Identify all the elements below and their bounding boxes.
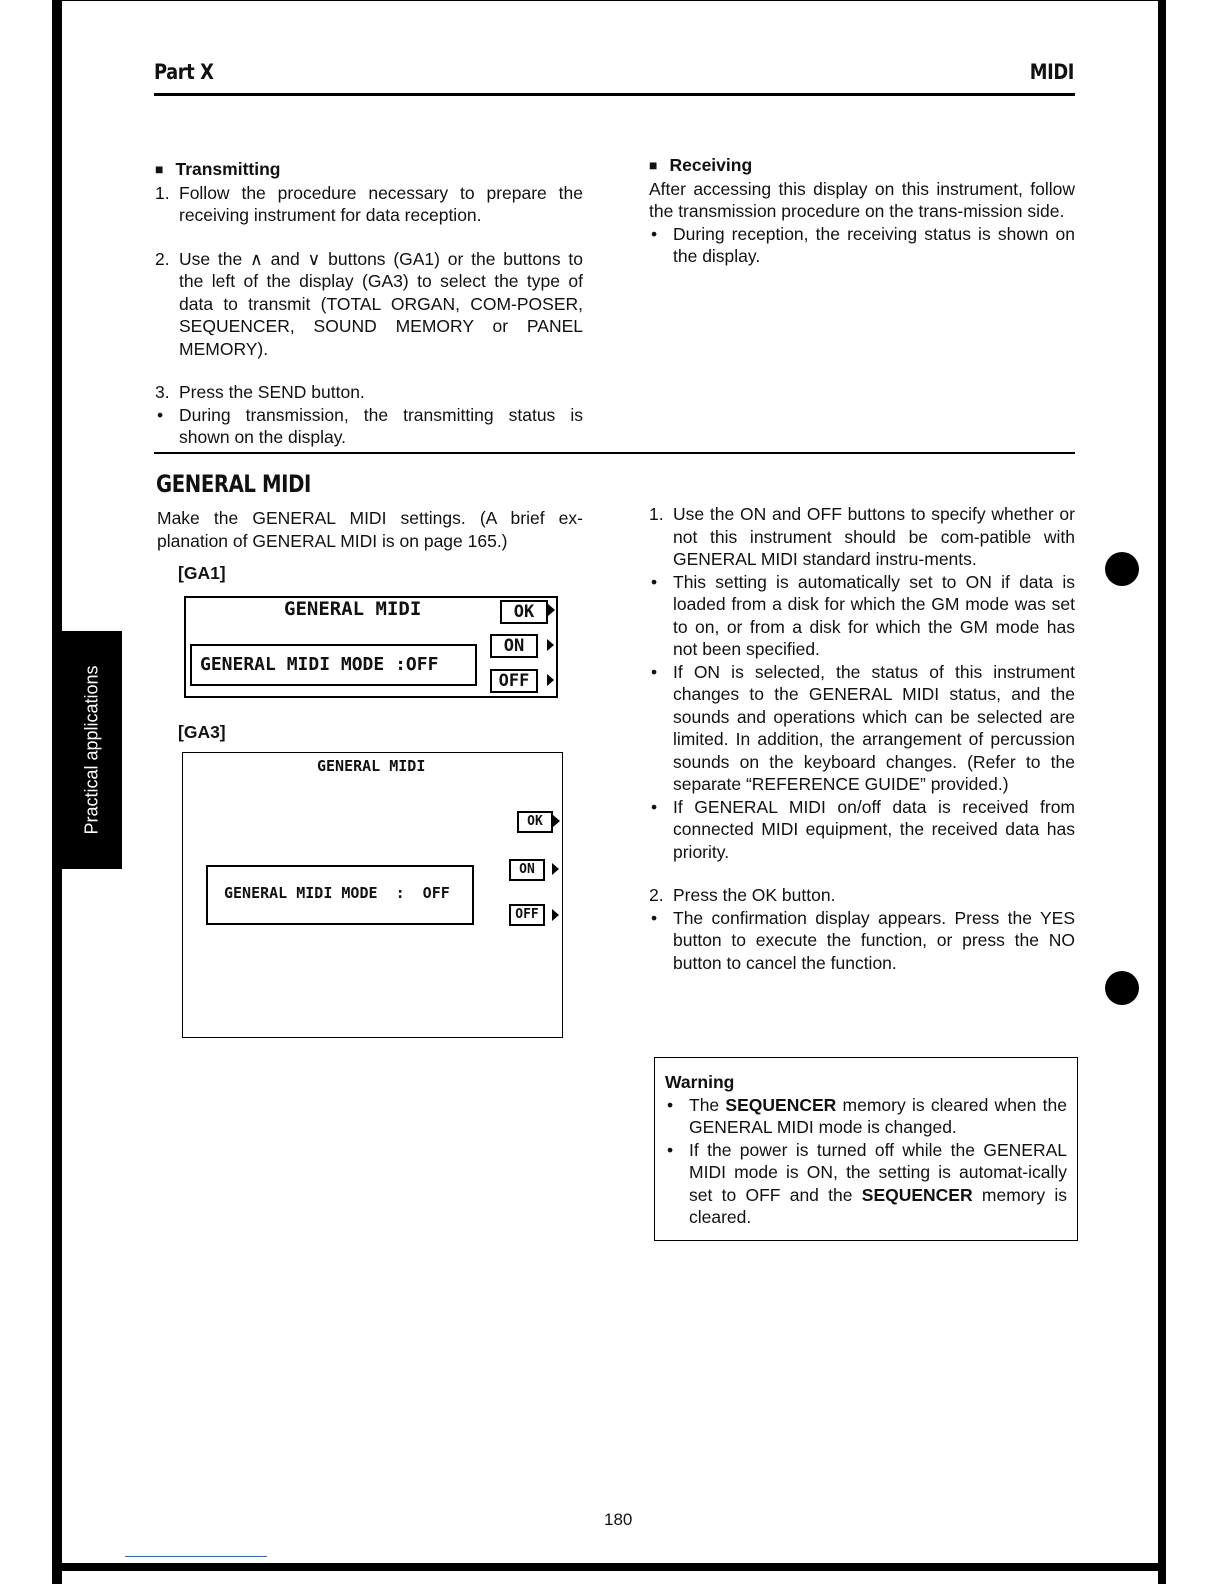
page-frame-top <box>52 0 1166 1</box>
gm-bullet-1: • This setting is automatically set to ON if data is loaded from a disk for which the GM mode was set to on, or from a disk for which the GM mode has not been specified. <box>649 571 1075 661</box>
warning-content <box>665 1071 1067 1229</box>
ga1-mode-box <box>190 644 477 686</box>
ga1-on-button[interactable]: ON <box>490 634 538 658</box>
ga1-on-arrow-icon <box>547 639 554 651</box>
header-chapter: MIDI <box>1029 60 1074 84</box>
transmitting-section <box>155 158 583 449</box>
ga1-off-button[interactable]: OFF <box>490 669 538 693</box>
ga3-display <box>182 752 563 1038</box>
warning-bullet-1: • The SEQUENCER memory is cleared when the GENERAL MIDI mode is changed. <box>665 1094 1067 1139</box>
warning-bullet-2: • If the power is turned off while the GENERAL MIDI mode is ON, the setting is automat-ically set to OFF and the SEQUENCER memory is cleared. <box>665 1139 1067 1229</box>
ga1-off-arrow-icon <box>547 674 554 686</box>
receiving-bullet: • During reception, the receiving status is shown on the display. <box>649 223 1075 268</box>
ga3-ok-button[interactable]: OK <box>517 811 553 833</box>
page-frame-right <box>1158 0 1166 1584</box>
ga3-display-title: GENERAL MIDI <box>317 757 426 775</box>
ga3-off-arrow-icon <box>552 909 559 921</box>
gm-bullet-2: • If ON is selected, the status of this instrument changes to the GENERAL MIDI status, and the sounds and operations which can be selected are limited. In addition, the arrangement of percussion sounds on the keyboard changes. (Refer to the separate “REFERENCE GUIDE” provided.) <box>649 661 1075 796</box>
ga3-label: [GA3] <box>178 722 226 742</box>
gm-bullet-4: • The confirmation display appears. Press the YES button to execute the function, or press the NO button to cancel the function. <box>649 907 1075 975</box>
receiving-heading: ■ Receiving <box>649 154 1075 178</box>
scan-artifact-line <box>125 1556 267 1557</box>
ga1-display-title: GENERAL MIDI <box>284 598 422 620</box>
section-rule <box>154 452 1075 454</box>
page-number: 180 <box>604 1510 633 1529</box>
page-frame-bottom <box>52 1563 1166 1571</box>
warning-box <box>654 1057 1078 1241</box>
side-tab <box>62 631 122 869</box>
transmit-step-1: 1. Follow the procedure necessary to prepare the receiving instrument for data reception. <box>155 182 583 225</box>
ga3-on-arrow-icon <box>552 863 559 875</box>
transmit-bullet: • During transmission, the transmitting status is shown on the display. <box>155 404 583 449</box>
gm-step-1: 1. Use the ON and OFF buttons to specify whether or not this instrument should be com-patible with GENERAL MIDI standard instru-ments. <box>649 504 1075 569</box>
ga1-ok-arrow-icon <box>548 604 555 616</box>
ga3-mode-text: GENERAL MIDI MODE : OFF <box>224 884 450 902</box>
margin-dot-1 <box>1105 552 1139 586</box>
general-midi-intro: Make the GENERAL MIDI settings. (A brief ex-planation of GENERAL MIDI is on page 165.) <box>157 508 583 551</box>
page-frame-left <box>52 0 62 1584</box>
ga1-label: [GA1] <box>178 563 226 583</box>
header-rule <box>154 93 1075 96</box>
warning-title: Warning <box>665 1072 735 1092</box>
ga1-mode-text: GENERAL MIDI MODE :OFF <box>200 654 439 675</box>
gm-step-2: 2. Press the OK button. <box>649 885 836 905</box>
ga3-on-button[interactable]: ON <box>509 859 545 881</box>
general-midi-steps <box>649 503 1075 974</box>
gm-bullet-3: • If GENERAL MIDI on/off data is received from connected MIDI equipment, the received data has priority. <box>649 796 1075 864</box>
transmit-step-2: 2. Use the ∧ and ∨ buttons (GA1) or the buttons to the left of the display (GA3) to select the type of data to transmit (TOTAL ORGAN, COM-POSER, SEQUENCER, SOUND MEMORY or PANEL MEMORY). <box>155 248 583 359</box>
ga3-off-button[interactable]: OFF <box>509 904 545 926</box>
receiving-section <box>649 154 1075 268</box>
ga1-ok-button[interactable]: OK <box>500 600 548 624</box>
transmit-step-3: 3. Press the SEND button. <box>155 382 365 402</box>
ga1-display <box>184 596 558 698</box>
transmitting-heading: ■ Transmitting <box>155 158 583 182</box>
section-title: GENERAL MIDI <box>156 470 311 498</box>
margin-dot-2 <box>1105 971 1139 1005</box>
ga3-ok-arrow-icon <box>553 815 560 827</box>
side-tab-label: Practical applications <box>81 665 102 835</box>
header-part: Part X <box>154 60 214 84</box>
receiving-text: After accessing this display on this instrument, follow the transmission procedure on the trans-mission side. <box>649 178 1075 221</box>
ga3-mode-box <box>206 865 474 925</box>
